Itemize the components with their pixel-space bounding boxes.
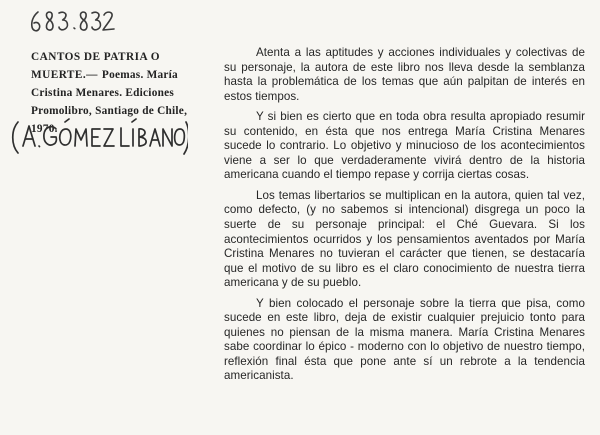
review-paragraph: Y bien colocado el personaje sobre la tierra que pisa, como sucede en este libro, deja de existir cualquier prejuicio tonto para quienes no piensan de la misma manera. María Cristina Menares sabe coordinar lo épico - moderno con lo objetivo de nuestro tiempo, reflexión final ésta que pone ante sí un rebrote a la tendencia americanista. xyxy=(224,296,585,383)
book-title: CANTOS DE PATRIA O MUERTE.— xyxy=(31,51,160,81)
book-reference xyxy=(31,47,197,137)
review-paragraph: Los temas libertarios se multiplican en la autora, quien tal vez, como defecto, (y no sabemos si intencional) disgrega un poco la suerte de su personaje principal: el Ché Guevara. Si los acontecimientos ocurridos y los pensamientos aventados por María Cristina Menares no tuvieran el carácter que tienen, se destacaría que el motivo de su libro es el claro conocimiento de nuestra tierra americana y de su pueblo. xyxy=(224,188,585,290)
review-body xyxy=(224,46,585,390)
review-paragraph: Y si bien es cierto que en toda obra resulta apropiado resumir su contenido, en ésta que nos entrega María Cristina Menares sucede lo contrario. Lo objetivo y minucioso de los acontecimientos viene a ser lo que verdaderamente vivirá dentro de la historia americana cuando el tiempo repase y corrija ciertas cosas. xyxy=(224,110,585,182)
handwritten-catalog-number xyxy=(28,8,116,36)
review-paragraph: Atenta a las aptitudes y acciones individuales y colectivas de su personaje, la autora de este libro nos lleva desde la semblanza hasta la problemática de los temas que aún palpitan de interés en estos tiempos. xyxy=(224,46,585,103)
book-publication-details: Poemas. María Cristina Menares. Ediciones Promolibro, Santiago de Chile, 1970. xyxy=(31,69,188,135)
